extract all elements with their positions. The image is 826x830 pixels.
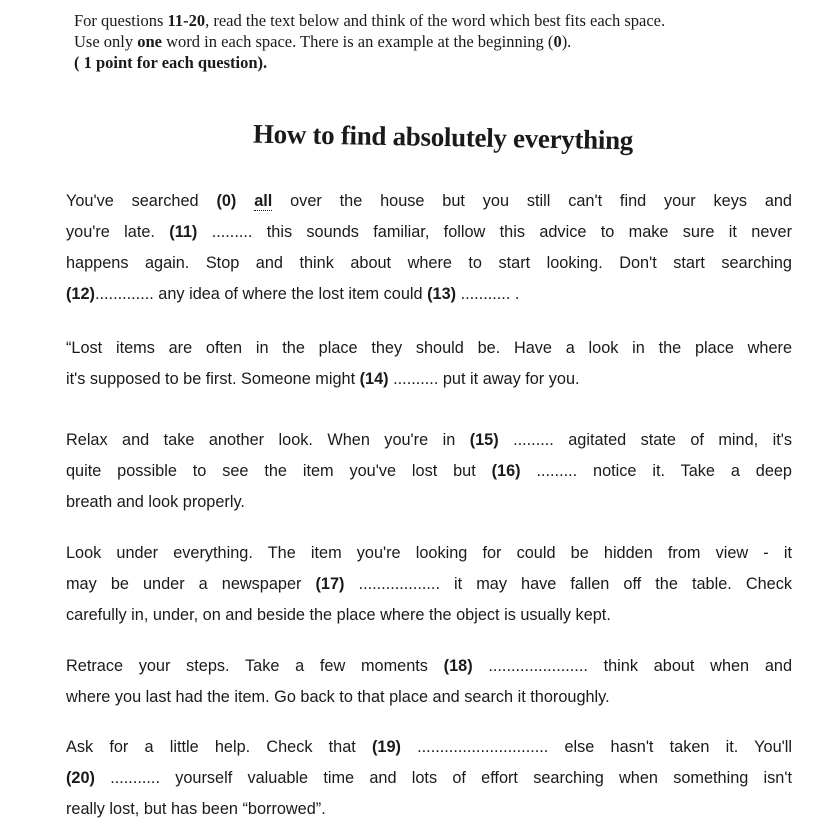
- text-line: [66, 217, 792, 248]
- instructions-line-3: [74, 52, 794, 73]
- text: Retrace your steps. Take a few moments: [66, 657, 444, 675]
- question-number: (12): [66, 285, 95, 303]
- text: ......... agitated state of mind, it's: [498, 431, 792, 449]
- text-line: [66, 569, 792, 600]
- text: ............................. else hasn't taken it. You'll: [400, 738, 792, 756]
- text-line: “Lost items are often in the place they should be. Have a look in the place where: [66, 339, 792, 357]
- question-number: (19): [371, 738, 401, 756]
- text-line: really lost, but has been “borrowed”.: [66, 800, 326, 818]
- text-line: [66, 364, 792, 395]
- instr-emphasis: 0: [553, 32, 562, 51]
- text-line: [66, 732, 792, 763]
- text: quite possible to see the item you've lost but: [66, 462, 492, 480]
- text-line: [66, 651, 792, 682]
- instr-emphasis: one: [137, 32, 162, 51]
- question-number: (0): [216, 192, 237, 210]
- text: ............. any idea of where the lost item could: [94, 285, 428, 303]
- text: You've searched: [66, 192, 217, 210]
- text: ........... yourself valuable time and lots of effort searching when something isn't: [94, 769, 792, 787]
- question-number: (18): [443, 657, 473, 675]
- instr-text: Use only: [74, 32, 138, 51]
- question-number: (16): [491, 462, 521, 480]
- text: ......... this sounds familiar, follow this advice to make sure it never: [197, 223, 793, 241]
- instr-text: word in each space. There is an example at the beginning (: [162, 32, 554, 51]
- text: .......... put it away for you.: [388, 370, 580, 388]
- paragraph-5: [66, 651, 792, 713]
- paragraph-6: [66, 732, 792, 825]
- text-line: carefully in, under, on and beside the place where the object is usually kept.: [66, 606, 611, 624]
- text: you're late.: [66, 223, 170, 241]
- instr-text: For questions: [74, 11, 168, 30]
- text-line: [66, 456, 792, 487]
- text: over the house but you still can't find your keys and: [272, 192, 792, 210]
- text: ......... notice it. Take a deep: [520, 462, 792, 480]
- question-number: (20): [66, 769, 95, 787]
- question-number: (11): [169, 223, 198, 241]
- question-range: 11-20: [167, 11, 206, 30]
- instr-text: , read the text below and think of the word which best fits each space.: [205, 11, 666, 30]
- paragraph-2: [66, 333, 792, 395]
- text: ...................... think about when and: [472, 657, 792, 675]
- paragraph-1: [66, 186, 792, 310]
- text: Ask for a little help. Check that: [66, 738, 372, 756]
- question-number: (17): [315, 575, 345, 593]
- text: ........... .: [456, 285, 520, 303]
- question-number: (15): [469, 431, 499, 449]
- text-line: [66, 279, 792, 310]
- question-number: (13): [427, 285, 457, 303]
- points-note: ( 1 point for each question).: [74, 53, 268, 72]
- text-line: [66, 186, 792, 217]
- instructions: [74, 10, 794, 73]
- instructions-line-1: [74, 10, 794, 31]
- text-line: breath and look properly.: [66, 493, 245, 511]
- text-line: Look under everything. The item you're looking for could be hidden from view - it: [66, 544, 792, 562]
- text-line: [66, 425, 792, 456]
- page-title: How to find absolutely everything: [252, 118, 634, 156]
- text-line: [66, 763, 792, 794]
- instr-text: ).: [561, 32, 572, 51]
- text: .................. it may have fallen off the table. Check: [344, 575, 792, 593]
- text: may be under a newspaper: [66, 575, 316, 593]
- paragraph-3: [66, 425, 792, 518]
- paragraph-4: [66, 538, 792, 631]
- instructions-line-2: [74, 31, 794, 52]
- text-line: happens again. Stop and think about where to start looking. Don't start searching: [66, 254, 792, 272]
- text: Relax and take another look. When you're in: [66, 431, 470, 449]
- question-number: (14): [359, 370, 389, 388]
- example-answer: all: [254, 192, 273, 210]
- text-line: where you last had the item. Go back to that place and search it thoroughly.: [66, 688, 610, 706]
- text: it's supposed to be first. Someone might: [66, 370, 360, 388]
